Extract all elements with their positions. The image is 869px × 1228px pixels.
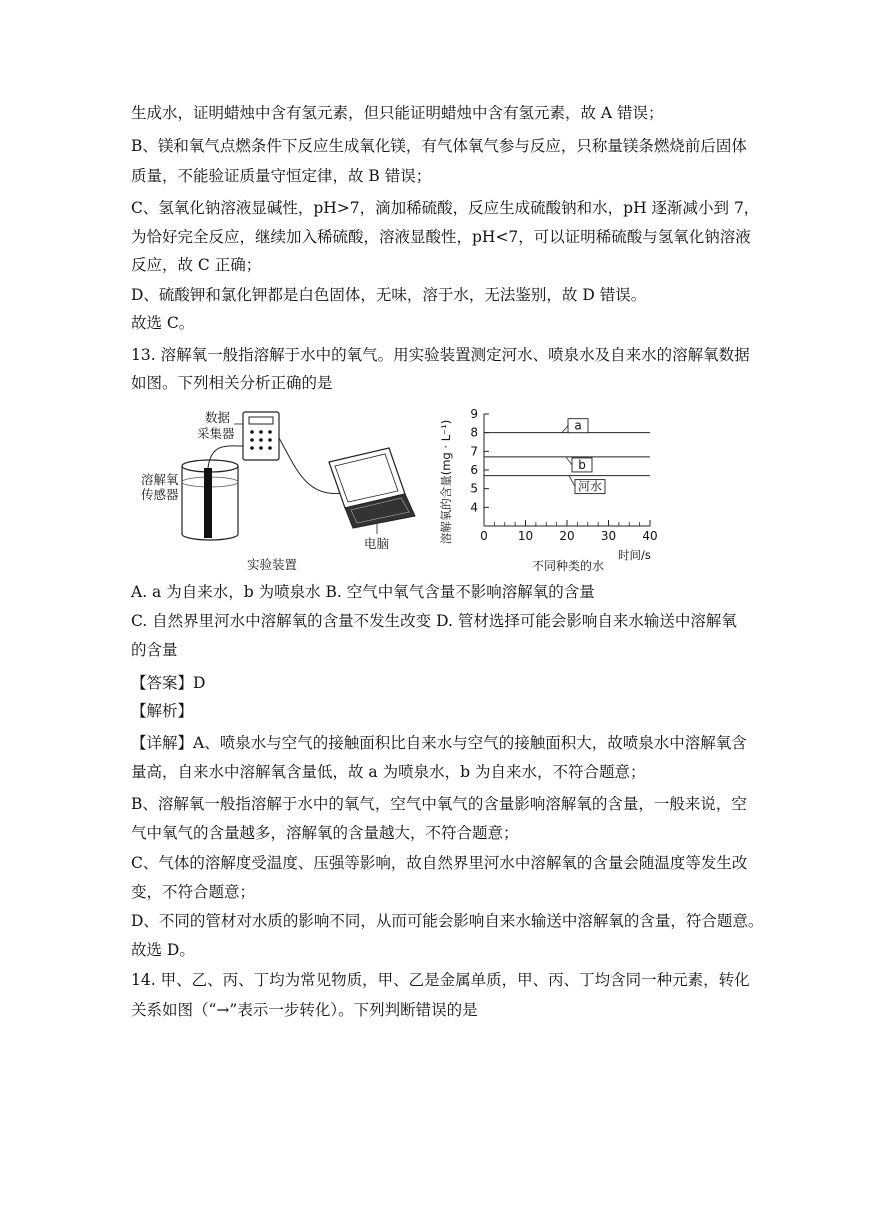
sensor-label-line2: 传感器 [141, 487, 179, 502]
chart-ticks [470, 407, 657, 543]
text-line: D、不同的管材对水质的影响不同，从而可能会影响自来水输送中溶解氧的含量，符合题意。 [131, 912, 764, 930]
text-line: B、溶解氧一般指溶解于水中的氧气，空气中氧气的含量影响溶解氧的含量，一般来说，空 [131, 795, 747, 813]
text-line: 生成水，证明蜡烛中含有氢元素，但只能证明蜡烛中含有氢元素，故 A 错误； [131, 104, 664, 122]
text-line: 质量，不能验证质量守恒定律，故 B 错误； [131, 167, 432, 185]
data-collector [243, 412, 279, 460]
sensor-probe [204, 468, 212, 538]
x-tick-label: 30 [600, 529, 617, 543]
chart-axes [484, 414, 650, 526]
series-label: a [574, 418, 582, 433]
text-line: C、气体的溶解度受温度、压强等影响，故自然界里河水中溶解氧的含量会随温度等发生改 [131, 854, 748, 872]
y-tick-label: 4 [470, 500, 478, 515]
text-line: 【解析】 [131, 702, 194, 720]
sensor-label-line1: 溶解氧 [141, 472, 179, 487]
text-line: 的含量 [131, 641, 178, 659]
text-line: A. a 为自来水，b 为喷泉水 B. 空气中氧气含量不影响溶解氧的含量 [131, 583, 595, 601]
x-tick-label: 0 [480, 529, 488, 543]
text-line: B、镁和氧气点燃条件下反应生成氧化镁，有气体氧气参与反应，只称量镁条燃烧前后固体 [131, 137, 747, 155]
apparatus-caption: 实验装置 [247, 557, 298, 572]
text-line: D、硫酸钾和氯化钾都是白色固体，无味，溶于水，无法鉴别，故 D 错误。 [131, 286, 647, 304]
chart-series [484, 419, 650, 494]
y-tick-label: 7 [470, 444, 478, 459]
text-line: 气中氧气的含量越多，溶解氧的含量越大，不符合题意； [131, 824, 519, 842]
text-line: 13. 溶解氧一般指溶解于水中的氧气。用实验装置测定河水、喷泉水及自来水的溶解氧数据 [131, 346, 750, 364]
apparatus-figure [131, 398, 421, 578]
text-line: 【答案】D [131, 674, 206, 692]
text-line: 关系如图（“→”表示一步转化）。下列判断错误的是 [131, 1001, 478, 1019]
text-line: 反应，故 C 正确； [131, 256, 262, 274]
x-tick-label: 10 [517, 529, 534, 543]
collector-label-line1: 数据 [205, 410, 231, 425]
y-tick-label: 6 [470, 463, 478, 477]
dissolved-oxygen-chart [432, 404, 662, 576]
text-line: 为恰好完全反应，继续加入稀硫酸，溶液显酸性，pH<7，可以证明稀硫酸与氢氧化钠溶液 [131, 228, 751, 246]
text-line: 故选 C。 [131, 314, 195, 332]
chart-caption: 不同种类的水 [532, 559, 605, 573]
series-label: b [578, 457, 586, 472]
text-line: C、氢氧化钠溶液显碱性，pH>7，滴加稀硫酸，反应生成硫酸钠和水，pH 逐渐减小到 7， [131, 199, 760, 217]
laptop-computer [329, 448, 415, 528]
text-line: C. 自然界里河水中溶解氧的含量不发生改变 D. 管材选择可能会影响自来水输送中溶解氧 [131, 612, 737, 630]
series-label-leader [562, 426, 568, 433]
text-line: 变，不符合题意； [131, 883, 256, 901]
series-label: 河水 [577, 479, 603, 494]
y-tick-label: 5 [470, 481, 478, 496]
y-tick-label: 8 [470, 425, 478, 440]
x-tick-label: 20 [559, 529, 575, 543]
y-tick-label: 9 [470, 407, 478, 421]
text-line: 故选 D。 [131, 941, 195, 959]
text-line: 14. 甲、乙、丙、丁均为常见物质，甲、乙是金属单质，甲、丙、丁均含同一种元素，转化 [131, 971, 750, 989]
x-tick-label: 40 [642, 529, 658, 543]
chart-xlabel: 时间/s [618, 548, 651, 562]
text-line: 如图。下列相关分析正确的是 [131, 374, 333, 392]
chart-ylabel: 溶解氧的含量(mg · L⁻¹) [439, 419, 453, 545]
series-label-leader [566, 457, 572, 465]
series-label-leader [569, 476, 575, 487]
computer-label: 电脑 [364, 536, 390, 551]
text-line: 量高，自来水中溶解氧含量低，故 a 为喷泉水，b 为自来水，不符合题意； [131, 763, 646, 781]
collector-label-line2: 采集器 [197, 426, 235, 441]
text-line: 【详解】A、喷泉水与空气的接触面积比自来水与空气的接触面积大，故喷泉水中溶解氧含 [131, 734, 747, 752]
